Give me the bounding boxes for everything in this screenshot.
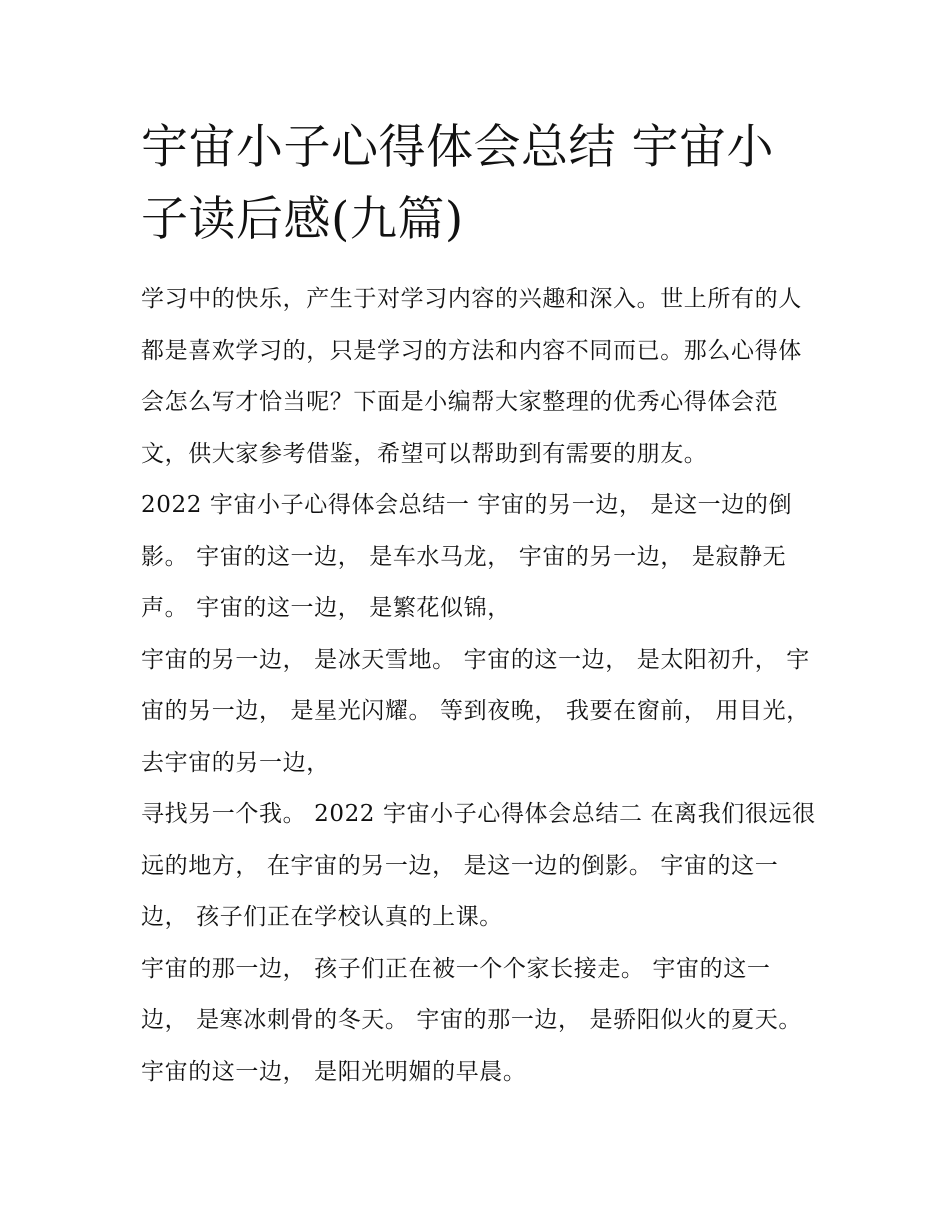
paragraph-4: 宇宙的那一边， 孩子们正在被一个个家长接走。 宇宙的这一边， 是寒冰刺骨的冬天。 宇宙的那一边， 是骄阳似火的夏天。 宇宙的这一边， 是阳光明媚的早晨。	[141, 955, 802, 1085]
document-page	[141, 112, 816, 1098]
paragraph-3: 寻找另一个我。 2022 宇宙小子心得体会总结二 在离我们很远很远的地方， 在宇宙的另一边， 是这一边的倒影。 宇宙的这一边， 孩子们正在学校认真的上课。	[141, 801, 816, 930]
paragraph-intro: 学习中的快乐，产生于对学习内容的兴趣和深入。世上所有的人都是喜欢学习的，只是学习的方法和内容不同而已。那么心得体会怎么写才恰当呢？下面是小编帮大家整理的优秀心得体会范文，供大家参考借鉴，希望可以帮助到有需要的朋友。	[141, 286, 802, 467]
paragraph-1: 2022 宇宙小子心得体会总结一 宇宙的另一边， 是这一边的倒影。 宇宙的这一边， 是车水马龙， 宇宙的另一边， 是寂静无声。 宇宙的这一边， 是繁花似锦，	[141, 492, 793, 621]
paragraph-2: 宇宙的另一边， 是冰天雪地。 宇宙的这一边， 是太阳初升， 宇宙的另一边， 是星光闪耀。 等到夜晚， 我要在窗前， 用目光， 去宇宙的另一边，	[141, 646, 810, 776]
document-body	[141, 274, 816, 1098]
document-title: 宇宙小子心得体会总结 宇宙小子读后感(九篇)	[141, 120, 774, 247]
